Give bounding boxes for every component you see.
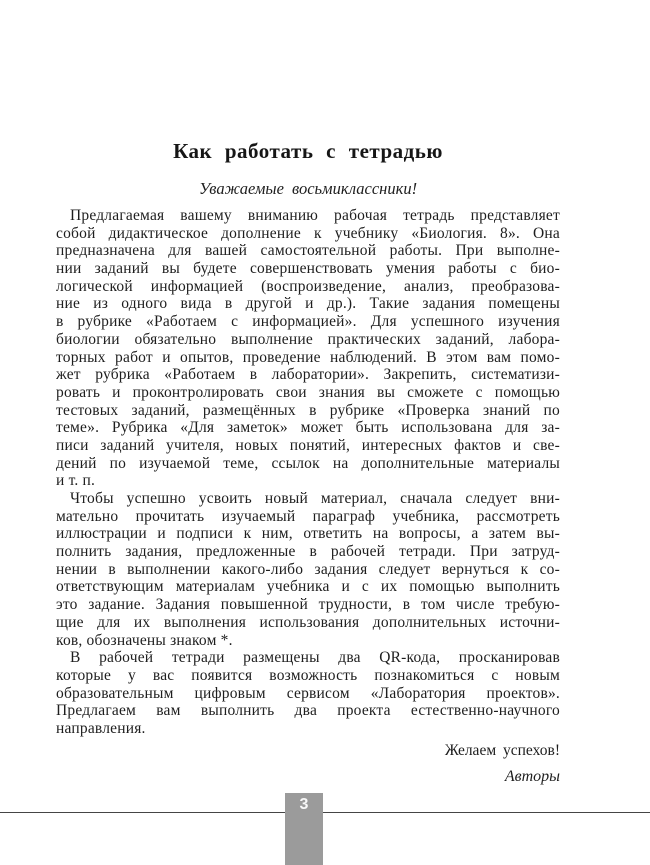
text-line: направления. (56, 719, 146, 737)
text-line: и т. п. (56, 472, 96, 490)
text-line: ровать и проконтролировать свои знания вы сможете с помощью (56, 383, 560, 401)
page-title: Как работать с тетрадью (173, 139, 443, 163)
text-line: нии заданий вы будете совершенствовать умения работы с био- (56, 260, 560, 278)
signature: Авторы (504, 767, 560, 785)
text-line: нении в выполнении какого-либо задания следует вернуться к со- (56, 560, 560, 578)
text-line: теме». Рубрика «Для заметок» может быть использована для за- (56, 419, 560, 437)
body-text (56, 207, 560, 738)
paragraph (56, 207, 560, 490)
text-line: мательно прочитать изучаемый параграф учебника, рассмотреть (56, 507, 560, 525)
text-line: это задание. Задания повышенной трудности, в том числе требую- (56, 596, 560, 614)
text-line: тестовых заданий, размещённых в рубрике «Проверка знаний по (56, 401, 560, 419)
text-line: дений по изучаемой теме, ссылок на дополнительные материалы (56, 454, 560, 472)
text-line: ответствующим материалам учебника и с их помощью выполнить (56, 578, 560, 596)
text-line: образовательным цифровым сервисом «Лаборатория проектов». (56, 684, 560, 702)
text-line: Предлагаем вам выполнить два проекта естественно-научного (56, 702, 560, 720)
text-line: предназначена для вашей самостоятельной работы. При выполне- (56, 242, 560, 260)
text-line: биологии обязательно выполнение практических заданий, лабора- (56, 330, 560, 348)
page-number-badge (285, 793, 323, 865)
text-line: жет рубрика «Работаем в лаборатории». Закрепить, систематизи- (56, 366, 560, 384)
text-line: логической информацией (воспроизведение, анализ, преобразова- (56, 277, 560, 295)
text-line: Предлагаемая вашему вниманию рабочая тетрадь представляет (70, 207, 560, 224)
text-line: щие для их выполнения использования дополнительных источни- (56, 613, 560, 631)
text-line: иллюстрации и подписи к ним, ответить на вопросы, а затем вы- (56, 525, 560, 543)
paragraph (56, 490, 560, 649)
text-line: торных работ и опытов, проведение наблюдений. В этом вам помо- (56, 348, 560, 366)
page-content (56, 0, 560, 787)
text-line: в рубрике «Работаем с информацией». Для успешного изучения (56, 313, 560, 331)
paragraph (56, 649, 560, 737)
footer-rule (0, 812, 650, 813)
page-number: 3 (299, 796, 309, 813)
closing-line: Желаем успехов! (444, 741, 560, 759)
text-line: В рабочей тетради размещены два QR-кода, просканировав (70, 649, 560, 667)
text-line: Чтобы успешно усвоить новый материал, сначала следует вни- (70, 490, 560, 507)
text-line: которые у вас появится возможность познакомиться с новым (56, 666, 560, 684)
salutation: Уважаемые восьмиклассники! (198, 179, 418, 198)
text-line: ние из одного вида в другой и др.). Такие задания помещены (56, 295, 560, 313)
text-line: полнить задания, предложенные в рабочей тетради. При затруд- (56, 543, 560, 561)
text-line: собой дидактическое дополнение к учебнику «Биология. 8». Она (56, 224, 560, 242)
text-line: ков, обозначены знаком *. (56, 631, 233, 649)
text-line: писи заданий учителя, новых понятий, интересных фактов и све- (56, 436, 560, 454)
